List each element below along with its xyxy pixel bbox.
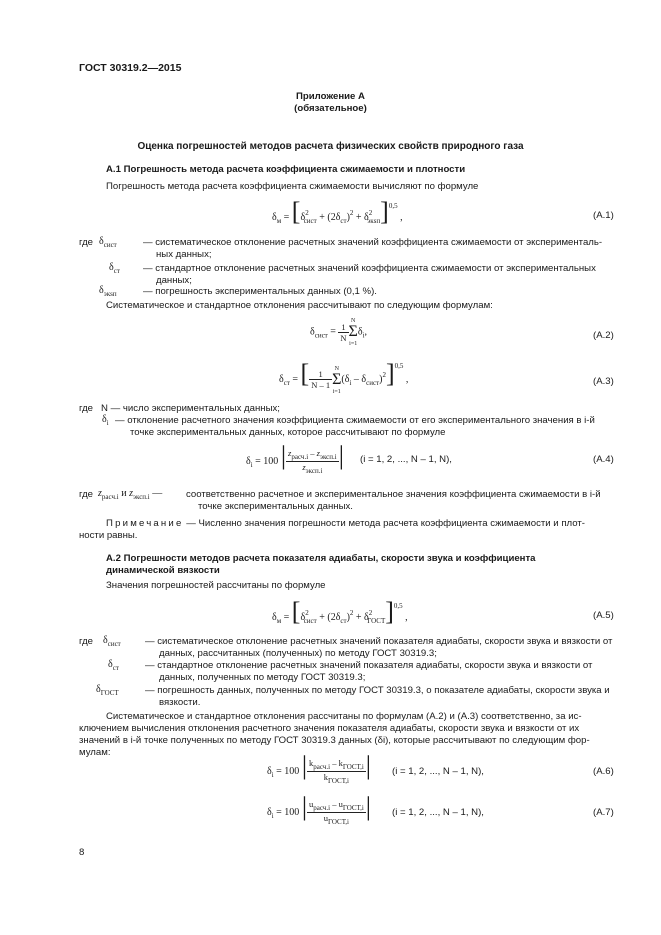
- equation-a1: $\delta_м = [\delta^2_{сист} + (2\delta_{ст})^2 + \delta^2_{экsп}]^{0,5}$ ,: [272, 197, 403, 226]
- where2-n: N — число экспериментальных данных;: [101, 403, 280, 414]
- where-a2-item-2-line1: — стандартное отклонение расчетных значений показателя адиабаты, скорости звука и вязкости от: [145, 660, 593, 671]
- page-number: 8: [79, 847, 85, 858]
- symbol-a2-sub-sist: сист: [107, 640, 121, 648]
- note: [106, 518, 585, 530]
- equation-a2: $\delta_{сист}$ = $\frac{1}{N}$ N Σ $i=1\delta_i$,: [310, 318, 368, 347]
- where-a2-item-1-line1: — систематическое отклонение расчетных значений показателя адиабаты, скорости звука и вязкости от: [145, 636, 613, 647]
- section-a2-heading-1: А.2 Погрешности методов расчета показателя адиабаты, скорости звука и коэффициента: [106, 553, 536, 564]
- equation-a6-range: (i = 1, 2, ..., N – 1, N),: [392, 766, 484, 777]
- document-id: ГОСТ 30319.2—2015: [79, 62, 182, 74]
- equation-a2-number: (А.2): [593, 330, 614, 341]
- where-a2-item-2-line2: данных, полученных по методу ГОСТ 30319.3;: [159, 672, 366, 683]
- where-label-4: где: [79, 636, 94, 647]
- where-label-3: где: [79, 489, 94, 500]
- symbol-a2-sub-st: ст: [112, 664, 119, 672]
- appendix-title: Приложение А: [296, 91, 365, 102]
- where2-delta-line1: — отклонение расчетного значения коэффициента сжимаемости от его экспериментального значения в i-й: [115, 415, 595, 426]
- a2-para-line1: Систематическое и стандартное отклонения рассчитаны по формулам (А.2) и (А.3) соответственно, за ис-: [106, 711, 582, 722]
- symbol-delta-eksp: $\delta_{экsп}$: [99, 285, 117, 298]
- equation-a7: $\delta_i = 100$ | $\frac{u_{расч.i} - u_{ГОСТ,i}}{u_{ГОСТ,i}}$ |: [267, 792, 371, 827]
- where3-line1: соответственно расчетное и экспериментальное значения коэффициента сжимаемости в i-й: [186, 489, 601, 500]
- equation-a6-number: (А.6): [593, 766, 614, 777]
- where-item-2-line2: данных;: [156, 275, 192, 286]
- equation-a1-number: (А.1): [593, 210, 614, 221]
- symbol-a2-delta-st: $\delta_{ст}$: [108, 659, 119, 672]
- section-a1-intro: Погрешность метода расчета коэффициента сжимаемости вычисляют по формуле: [106, 181, 479, 192]
- where-a2-item-3-line2: вязкости.: [159, 697, 201, 708]
- equation-a5-number: (А.5): [593, 610, 614, 621]
- equation-a3-number: (А.3): [593, 376, 614, 387]
- note-text-2: ности равны.: [79, 530, 138, 541]
- symbol-a2-delta-gost: $\delta_{ГОСТ}$: [96, 684, 119, 697]
- appendix-status: (обязательное): [294, 103, 367, 114]
- where-label-2: где: [79, 403, 94, 414]
- symbol-z-pair: $z_{расч.i}$ и $z_{эксп.i}$ —: [98, 488, 163, 501]
- where-a2-item-3-line1: — погрешность данных, полученных по методу ГОСТ 30319.3, о показателе адиабаты, скорости звука и: [145, 685, 610, 696]
- section-a2-intro: Значения погрешностей рассчитаны по формуле: [106, 580, 326, 591]
- symbol-a2-sub-gost: ГОСТ: [100, 689, 119, 697]
- a2-para-line4: мулам:: [79, 747, 111, 758]
- where-label: где: [79, 237, 94, 248]
- note-label: Примечание: [106, 518, 184, 529]
- symbol-delta-sist: $\delta_{сист}$: [99, 236, 117, 249]
- symbol-a2-delta-sist: $\delta_{сист}$: [103, 635, 121, 648]
- note-text: — Численно значения погрешности метода расчета коэффициента сжимаемости и плот-: [183, 518, 585, 529]
- symbol-delta-st: $\delta_{ст}$: [109, 262, 120, 275]
- equation-a4-number: (А.4): [593, 454, 614, 465]
- where2-delta-line2: точке экспериментальных данных, которое рассчитывают по формуле: [130, 427, 446, 438]
- where-item-3: — погрешность экспериментальных данных (0,1 %).: [143, 286, 377, 297]
- where-item-2-line1: — стандартное отклонение расчетных значений коэффициента сжимаемости от экспериментальных: [143, 263, 596, 274]
- where-item-1-line2: ных данных;: [156, 249, 212, 260]
- where3-line2: точке экспериментальных данных.: [198, 501, 353, 512]
- main-title: Оценка погрешностей методов расчета физических свойств природного газа: [137, 141, 524, 152]
- equation-a7-range: (i = 1, 2, ..., N – 1, N),: [392, 807, 484, 818]
- equation-a4-range: (i = 1, 2, ..., N – 1, N),: [360, 454, 452, 465]
- section-a1-heading: А.1 Погрешность метода расчета коэффициента сжимаемости и плотности: [106, 164, 466, 175]
- symbol-delta-i: $\delta_i$: [102, 414, 109, 427]
- equation-a6: $\delta_i = 100$ | $\frac{k_{расч.i} - k_{ГОСТ,i}}{k_{ГОСТ,i}}$ |: [267, 751, 371, 786]
- equation-a4: $\delta_i = 100$ | $\frac{z_{расч.i} - z_{эксп.i}}{z_{эксп.i}}$ |: [246, 441, 344, 476]
- where-item-1-line1: — систематическое отклонение расчетных значений коэффициента сжимаемости от эксперименталь-: [143, 237, 603, 248]
- section-a2-heading-2: динамической вязкости: [106, 565, 220, 576]
- a2-para-line3: значений в i-й точке полученных по методу ГОСТ 30319.3 данных (δi), которые рассчитывают по следующим фор-: [79, 735, 590, 746]
- a2-para-line2: ключением вычисления отклонения расчетного значения показателя адиабаты, скорости звука и вязкости от их: [79, 723, 580, 734]
- equation-a5: $\delta_м = [\delta^2_{сист} + (2\delta_{ст})^2 + \delta^2_{ГОСТ}]^{0,5}$ ,: [272, 597, 408, 626]
- sys-text: Систематическое и стандартное отклонения рассчитывают по следующим формулам:: [106, 300, 493, 311]
- equation-a3: $\delta_{ст}$ = [ $\frac{1}{N - 1}$ N Σ $i=1(\delta_i - \delta_{сист})^2]^{0,5}$ ,: [279, 359, 409, 395]
- equation-a7-number: (А.7): [593, 807, 614, 818]
- where-a2-item-1-line2: данных, рассчитанных (полученных) по методу ГОСТ 30319.3;: [159, 648, 437, 659]
